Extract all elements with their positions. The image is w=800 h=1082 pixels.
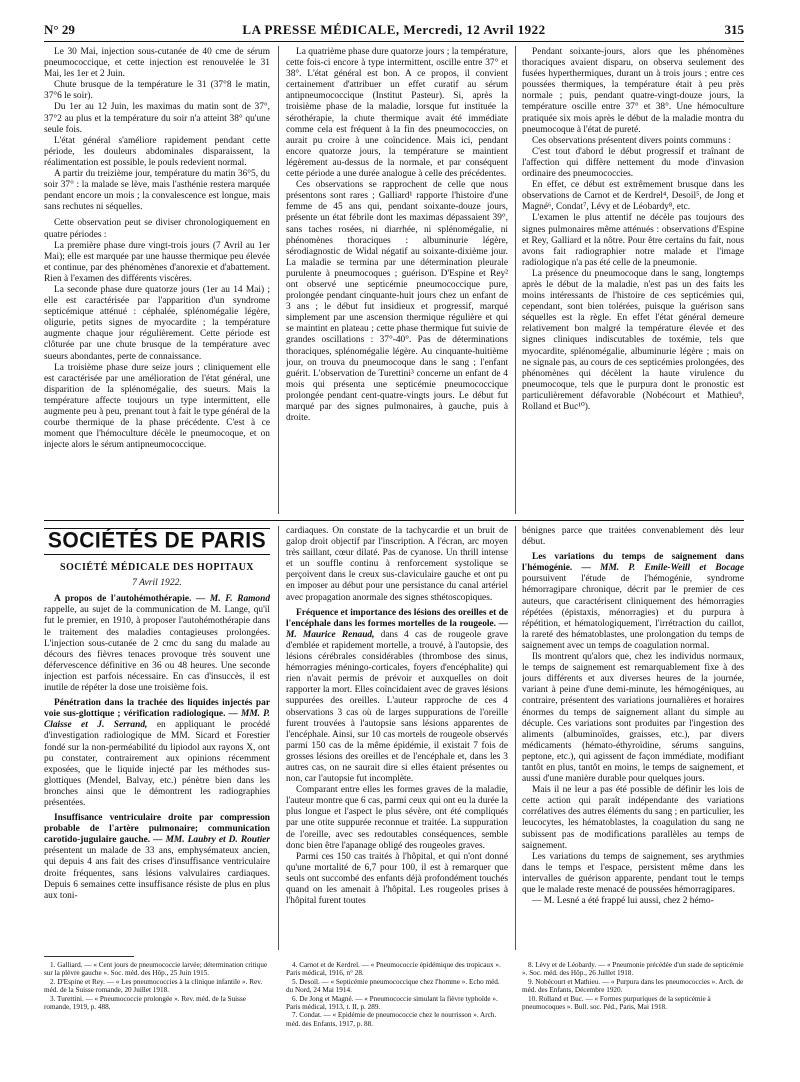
top-column-1	[44, 47, 270, 513]
footnote: 10. Rolland et Buc. — « Formes purpuriques de la septicémie à pneumocoques ». Bull. soc. Péd., Paris, Mai 1918.	[522, 994, 711, 1012]
footnotes-column-2	[286, 961, 508, 1071]
footnote: 3. Turettini. — « Pneumococcie prolongée ». Rev. méd. de la Suisse romande, 1919, p. 488.	[44, 994, 246, 1012]
paragraph: Le 30 Mai, injection sous-cutanée de 40 cme de sérum pneumococcique, et cette injection est renouvelée le 31 Mai, les 1er et 2 Juin.	[44, 47, 270, 80]
paragraph: Cette observation peut se diviser chronologiquement en quatre périodes :	[44, 218, 270, 240]
paragraph: — M. Lesné a été frappé lui aussi, chez 2 hémo-	[532, 896, 714, 907]
bottom-column-2	[286, 526, 508, 950]
bottom-column-1	[44, 526, 270, 950]
paragraph: La présence du pneumocoque dans le sang, longtemps après le début de la maladie, n'est pas un des faits les moins intéressants de l'histoire de ces septicémies qui, cependant, sont bien tolérées, puisque la guérison sans séquelles est la règle. En effet l'état général demeure relativement bon malgré la température élevée et des signes cliniques indiscutables de toxémie, tels que myocardite, splénomégalie, albuminurie légère ; mais on ne signale pas, au cours de ces septicémies prolongées, des phénomènes qui décèlent la haute virulence du pneumocoque, tels que le purpura dont le pronostic est particulièrement défavorable (Nobécourt et Mathieu⁹, Rolland et Buc¹⁰).	[522, 268, 744, 412]
communication	[286, 608, 508, 786]
column-divider	[278, 46, 279, 514]
society-name: SOCIÉTÉ MÉDICALE DES HOPITAUX	[59, 562, 255, 574]
column-divider	[515, 46, 516, 514]
paragraph: La première phase dure vingt-trois jours (7 Avril au 1er Mai); elle est marquée par une hausse thermique peu élevée et continue, par des phénomènes d'anorexie et d'abattement. Rien à l'examen des différents viscères.	[44, 240, 270, 284]
communication-authors: — MM. P. Emile-Weill et Bocage	[581, 563, 744, 574]
session-date: 7 Avril 1922.	[132, 577, 182, 589]
running-header	[44, 22, 744, 40]
paragraph: Comparant entre elles les formes graves de la maladie, l'auteur montre que 6 cas, parmi ceux qui ont eu la durée la plus longue et l'aspect le plus sévère, ont été compliqués par une otite suppurée reconnue et traitée. La suppuration de l'oreille, avec ses redoutables conséquences, semble donc bien être l'apanage obligé des rougeoles graves.	[286, 785, 508, 851]
paragraph: Pendant soixante-jours, alors que les phénomènes thoraciques avaient disparu, on observa seulement des fusées hyperthermiques, durant un à trois jours ; entre ces poussées thermiques, la température était à peu près normale ; puis, pendant quatre-vingt-douze jours, la température oscille entre 37° et 38°. Une hémoculture pratiquée six mois après le début de la maladie montra du pneumocoque à l'état de pureté.	[522, 47, 744, 135]
communication-title: Fréquence et importance des lésions des oreilles et de l'encéphale dans les formes mortelles de la rougeole.	[286, 607, 508, 629]
issue-number: N° 29	[44, 22, 75, 37]
footnote-rule	[44, 956, 134, 957]
communication-text: présentent un malade de 33 ans, emphysémateux ancien, qui depuis 4 ans fait des crises d'insuffisance ventriculaire droite fréquentes, sans lésions valvulaires cardiaques. Depuis 6 semaines cette insuffisance résiste de plus en plus aux toni-	[44, 846, 270, 901]
communication-title: Insuffisance ventriculaire droite par compression probable de l'artère pulmonaire; communication carotido-jugulaire gauche.	[44, 813, 270, 846]
bottom-column-3	[522, 526, 744, 950]
paragraph: Du 1er au 12 Juin, les maximas du matin sont de 37°, 37°2 au plus et la température du soir n'a atteint 38° qu'une seule fois.	[44, 102, 270, 135]
communication-text: rappelle, au sujet de la communication de M. Lange, qu'il fut le premier, en 1910, à proposer l'autohémothérapie dans le traitement des maladies contagieuses prolongées. L'injection sous-cutanée de 2 cmc du sang du malade au décours des fièvres tenaces provoque très souvent une défervescence définitive en 36 ou 48 heures. Une seconde injection est parfois nécessaire. En cas d'insuccès, il est inutile de répéter la dose une troisième fois.	[44, 605, 270, 694]
paragraph: La troisième phase dure seize jours ; cliniquement elle est caractérisée par une amélioration de l'état général, une disparition de la splénomégalie, des sueurs. Mais la température affecte toujours un type intermittent, elle augmente peu à peu, prenant tout à fait le type général de la courbe thermique de la phase précédente. C'est à ce moment que l'hémoculture décèle le pneumocoque, et on injecte alors le sérum antipneumococcique.	[44, 362, 270, 451]
section-title: SOCIÉTÉS DE PARIS	[47, 528, 267, 553]
footnote: 4. Carnot et de Kerdrel. — « Pneumococcie épidémique des tropicaux ». Paris médical, 1916, n° 28.	[286, 961, 501, 978]
communication-title: A propos de l'autohémothérapie.	[54, 594, 192, 605]
communication	[522, 552, 744, 652]
paragraph: Ils montrent qu'alors que, chez les individus normaux, le temps de saignement est remarquablement fixe à des jours différents et aux diverses heures de la journée, variant à peine d'une demi-minute, les hémogéniques, au contraire, présentent des variations journalières et horaires énormes du temps de saignement allant du simple au décuple. Ces variations sont produites par l'ingestion des aliments (albuminoïdes, graisses, etc.), par divers médicaments (hémato-éthyroïdine, sérums sanguins, peptone, etc.), qui agissent de façon immédiate, modifiant tantôt en plus, tantôt en moins, le temps de saignement, et aussi d'une manière durable pour quelques jours.	[522, 652, 744, 785]
communication	[44, 813, 270, 902]
paragraph: Les variations du temps de saignement, ses arythmies dans le temps et l'espace, persistent même dans les intervalles de guérison apparente, pendant tout le temps que le malade reste menacé de poussées hémorragipares.	[522, 851, 744, 895]
footnote: 8. Lévy et de Léobardy. — « Pneumonie précédée d'un stade de septicémie ». Soc. méd. des Hôp., 26 Juillet 1918.	[522, 961, 744, 978]
communication-text: dans 4 cas de rougeole grave d'emblée et rapidement mortelle, a trouvé, à l'autopsie, des lésions cérébrales considérables (thrombose des sinus, hémorragies méningo-corticales, foyers d'encéphalite) qui rien n'avait permis de prévoir et auxquelles on doit rapporter la mort. Elles coïncidaient avec de graves lésions suppurées des oreilles. L'auteur rapproche de ces 4 observations 3 cas où de larges suppurations de l'oreille furent trouvées à l'autopsie sans lésions apparentes de l'encéphale. Ainsi, sur 10 cas mortels de rougeole observés parmi 150 cas de la même épidémie, il existait 7 fois de grosses lésions des oreilles et de l'encéphale et, dans les 3 autres cas, on ne saurait dire si elles étaient présentes ou non, car l'autopsie fut incomplète.	[286, 629, 508, 785]
paragraph: A partir du treizième jour, température du matin 36°5, du soir 37° : la malade se lève, mais l'asthénie restera marquée pendant encore un mois ; la convalescence est longue, mais sans rechutes ni séquelles.	[44, 169, 270, 213]
communication-title: Pénétration dans la trachée des liquides injectés par voie sus-glottique ; vérification radiologique.	[44, 698, 270, 720]
paragraph: L'examen le plus attentif ne décèle pas toujours des signes pulmonaires même atténués : observations d'Espine et Rey, Galliard et la nôtre. Pour être certains du fait, nous avons fait radiographier notre malade et l'image radiologique n'a pas été celle de la pneumonie.	[522, 213, 744, 268]
footnotes-column-1	[44, 961, 270, 1071]
communication-text: poursuivent l'étude de l'hémogénie, syndrome hémorragipare chronique, décrit par le premier de ces auteurs, que caractérisent cliniquement des hémorragies répétées (épistaxis, ménorragies) et du purpura à répétition, et hématologiquement, l'irrétraction du caillot, la rareté des hématoblastes, une prolongation du temps de saignement avec un temps de coagulation normal.	[522, 574, 744, 651]
communication	[44, 594, 270, 694]
footnote: 9. Nobécourt et Mathieu. — « Purpura dans les pneumococcies ». Arch. de méd. des Enfants, Décembre 1920.	[522, 977, 744, 995]
paragraph: Ces observations présentent divers points communs :	[532, 135, 731, 146]
paragraph: bénignes parce que traitées convenablement dès leur début.	[522, 526, 744, 548]
title-rule	[44, 554, 270, 555]
column-divider	[515, 526, 516, 950]
footnote: 7. Condat. — « Epidémie de pneumococcie chez le nourrisson ». Arch. méd. des Enfants, 1917, p. 88.	[286, 1011, 497, 1028]
communication	[44, 698, 270, 809]
paragraph: La seconde phase dure quatorze jours (1er au 14 Mai) ; elle est caractérisée par l'apparition d'un syndrome septicémique atténué : céphalée, splénomégalie légère, oligurie, petits signes de myocardite ; la température augmente chaque jour régulièrement. Cette période est clôturée par une chute brusque de la température avec sueurs abondantes, perte de connaissance.	[44, 284, 270, 362]
paragraph: Mais il ne leur a pas été possible de définir les lois de cette action qui paraît indépendante des variations corrélatives des autres éléments du sang ; en particulier, les leucocytes, les hématoblastes, la coagulation du sang ne subissent pas de modifications parallèles au temps de saignement.	[522, 785, 744, 851]
communication-text: en appliquant le procédé d'investigation radiologique de MM. Sicard et Forestier fondé sur la non-perméabilité du lipiodol aux rayons X, ont pu constater, contrairement aux opinions récemment exposées, que le liquide injecté par les méthodes sus-glottiques (Mendel, Balvay, etc.) pénètre bien dans les bronches ainsi que le démontrent les radiographies présentées.	[44, 720, 270, 808]
communication-authors: — M. Maurice Renaud,	[286, 618, 508, 640]
communication-authors: — MM. P. Claisse et J. Serrand,	[44, 709, 270, 731]
top-column-3	[522, 47, 744, 513]
paragraph: C'est tout d'abord le début progressif et traînant de l'affection qui diffère nettement du mode d'invasion ordinaire des pneumococcies.	[522, 146, 744, 180]
paragraph: Parmi ces 150 cas traités à l'hôpital, et qui n'ont donné qu'une mortalité de 6,7 pour 100, il est à remarquer que seuls ont succombé des enfants déjà profondément touchés quand on les amenait à l'hôpital. Les rougeoles prises à l'hôpital furent toutes	[286, 851, 508, 907]
journal-title: LA PRESSE MÉDICALE, Mercredi, 12 Avril 1922	[242, 22, 546, 37]
communication-title: Les variations du temps de saignement dans l'hémogénie.	[522, 552, 744, 574]
paragraph: L'état général s'améliore rapidement pendant cette période, les douleurs abdominales disparaissent, la réalimentation est possible, le pouls redevient normal.	[44, 135, 270, 168]
header-rule	[44, 41, 744, 42]
paragraph: Chute brusque de la température le 31 (37°8 le matin, 37°6 le soir).	[44, 80, 270, 102]
footnote: 6. De Jong et Magné. — « Pneumococcie simulant la fièvre typhoïde ». Paris médical, 1913, t. II, p. 289.	[286, 994, 498, 1012]
column-divider	[278, 526, 279, 950]
communication-authors: — MM. Laubry et D. Routier	[153, 835, 270, 846]
footnotes-column-3	[522, 961, 744, 1071]
top-column-2	[286, 47, 508, 513]
paragraph: Ces observations se rapprochent de celle que nous présentons sont rares ; Galliard¹ rapporte l'histoire d'une femme de 45 ans qui, pendant soixante-douze jours, présente un état fébrile dont les maximas dépassaient 39°, sans taches rosées, ni diarrhée, ni splénomégalie, ni phénomènes thoraciques : albuminurie légère, sérodiagnostic de Widal négatif au soixante-dixième jour. La maladie se termina par une détermination pleurale purulente à pneumocoques ; guérison. D'Espine et Rey² ont observé une septicémie pneumococcique pure, prolongée pendant cinquante-huit jours chez un enfant de 3 ans ; le début fut insidieux et progressif, marqué simplement par une ascension thermique régulière et qui se maintint en plateau ; cette phase thermique fut suivie de grandes oscillations : 37°-40°. Pas de déterminations thoraciques, splénomégalie légère. Au cinquante-huitième jour, on trouva du pneumocoque dans le sang ; l'enfant guérit. L'observation de Turettini³ concerne un enfant de 4 mois qui présenta une septicémie pneumococcique prolongée pendant cent-quatre-vingts jours. Le début fut marqué par des signes pulmonaires, à gauche, puis à droite.	[286, 180, 508, 424]
paragraph: La quatrième phase dure quatorze jours ; la température, cette fois-ci encore à type intermittent, oscille entre 37° et 38°. L'état général est bon. A ce propos, il convient certainement d'attribuer un effet curatif au sérum antipneumococcique (Institut Pasteur). Si, après la troisième phase de la maladie, lorsque fut instituée la sérothérapie, la chute thermique avait été immédiate comme cela est fréquent à la fin des pneumococcies, on aurait pu croire à une coïncidence. Mais ici, pendant encore quatorze jours, la température se maintient légèrement au-dessus de la normale, et par conséquent cette période a une durée analogue à celle des précédentes.	[286, 47, 508, 180]
paragraph: cardiaques. On constate de la tachycardie et un bruit de galop droit objectif par l'inscription. A l'écran, arc moyen très saillant, cœur dilaté. Pas de cyanose. Un thrill intense et un souffle continu à renforcement systolique se perçoivent dans le creux sus-claviculaire gauche et ont pu en imposer au début pour une persistance du canal artériel avec propagation anormale des signes sthétoscopiques.	[286, 526, 508, 603]
communication-authors: — M. F. Ramond	[195, 594, 270, 605]
footnote: 5. Desoil. — « Septicémie pneumococcique chez l'homme ». Echo méd. du Nord, 24 Mai 1914.	[286, 977, 500, 995]
footnote: 1. Galliard. — « Cent jours de pneumococcie larvée; détermination critique sur la plèvre gauche ». Soc. méd. des Hôp., 25 Juin 1915.	[44, 961, 268, 978]
page-number: 315	[724, 22, 744, 37]
footnote: 2. D'Espine et Rey. — « Les pneumococcies à la clinique infantile ». Rev. méd. de la Suisse romande, 20 Juillet 1918.	[44, 977, 263, 995]
paragraph: En effet, ce début est extrêmement brusque dans les observations de Carnot et de Kerdrel⁴, Desoil⁵, de Jong et Magné⁶, Condat⁷, Lévy et de Léobardy⁸, etc.	[522, 180, 744, 213]
section-rule	[44, 520, 744, 521]
